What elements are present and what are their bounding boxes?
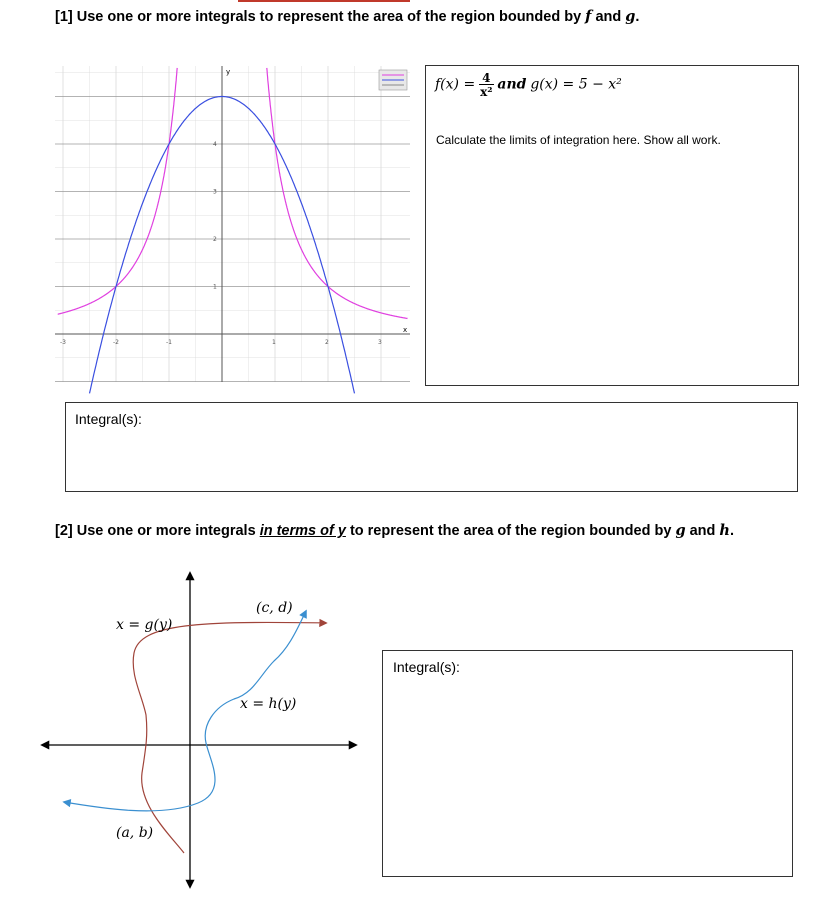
- x-tick-label: 2: [325, 339, 329, 346]
- x-tick-label: -3: [60, 339, 66, 346]
- heading-h: h: [719, 522, 730, 539]
- functions-definition: [435, 72, 622, 98]
- y-axis-label: y: [226, 68, 231, 76]
- f-definition-lhs: f(x) =: [435, 76, 476, 93]
- problem-number: [1]: [55, 9, 73, 25]
- g-curve-label: x = g(y): [116, 617, 173, 633]
- functions-and: and: [497, 76, 527, 93]
- graph-grid: [55, 66, 410, 382]
- x-tick-label: 1: [272, 339, 276, 346]
- heading-and: and: [689, 523, 716, 539]
- graph-f-and-g: [55, 66, 410, 382]
- point-c-d-label: (c, d): [256, 600, 293, 616]
- f-denominator: x²: [480, 85, 493, 99]
- h-curve-label: x = h(y): [240, 696, 297, 712]
- curve-f: [58, 68, 408, 319]
- heading-g: g: [675, 522, 686, 539]
- x-tick-label: -1: [166, 339, 172, 346]
- heading-f: f: [585, 8, 592, 25]
- heading-period: .: [729, 523, 734, 539]
- problem-number: [2]: [55, 523, 73, 539]
- instructions-text: Calculate the limits of integration here. Show all work.: [436, 133, 721, 147]
- y-tick-label: 1: [213, 283, 217, 291]
- graph-g-and-h: [30, 565, 370, 895]
- y-tick-label: 4: [213, 141, 217, 148]
- legend-icon: [379, 70, 407, 90]
- problem-1-heading: [55, 8, 639, 25]
- heading-g: g: [625, 8, 636, 25]
- heading-and: and: [595, 9, 622, 25]
- heading-text: Use one or more integrals to represent the area of the region bounded by: [76, 9, 582, 25]
- f-numerator: 4: [482, 71, 491, 85]
- heading-period: .: [635, 9, 640, 25]
- y-tick-label: 3: [213, 188, 217, 196]
- integral-label: Integral(s):: [75, 411, 142, 427]
- x-tick-label: -2: [113, 339, 119, 346]
- g-definition: g(x) = 5 − x²: [530, 76, 622, 93]
- x-axis-label: x: [403, 326, 408, 334]
- graph-axes: [55, 66, 410, 382]
- heading-text-2: to represent the area of the region bounded by: [349, 523, 672, 539]
- integral-answer-box-2[interactable]: [382, 650, 793, 877]
- f-fraction: [479, 72, 493, 98]
- work-box[interactable]: [425, 65, 799, 386]
- point-a-b-label: (a, b): [116, 825, 154, 841]
- x-tick-label: 3: [378, 339, 382, 346]
- integral-answer-box[interactable]: [65, 402, 798, 492]
- integral-label-2: Integral(s):: [393, 659, 460, 675]
- heading-text: Use one or more integrals: [76, 523, 256, 539]
- heading-in-terms-of-y: in terms of y: [259, 523, 346, 539]
- y-tick-label: 2: [213, 236, 217, 243]
- problem-2-heading: [55, 522, 734, 539]
- curve-g: [133, 622, 326, 853]
- top-accent-bar: [238, 0, 410, 2]
